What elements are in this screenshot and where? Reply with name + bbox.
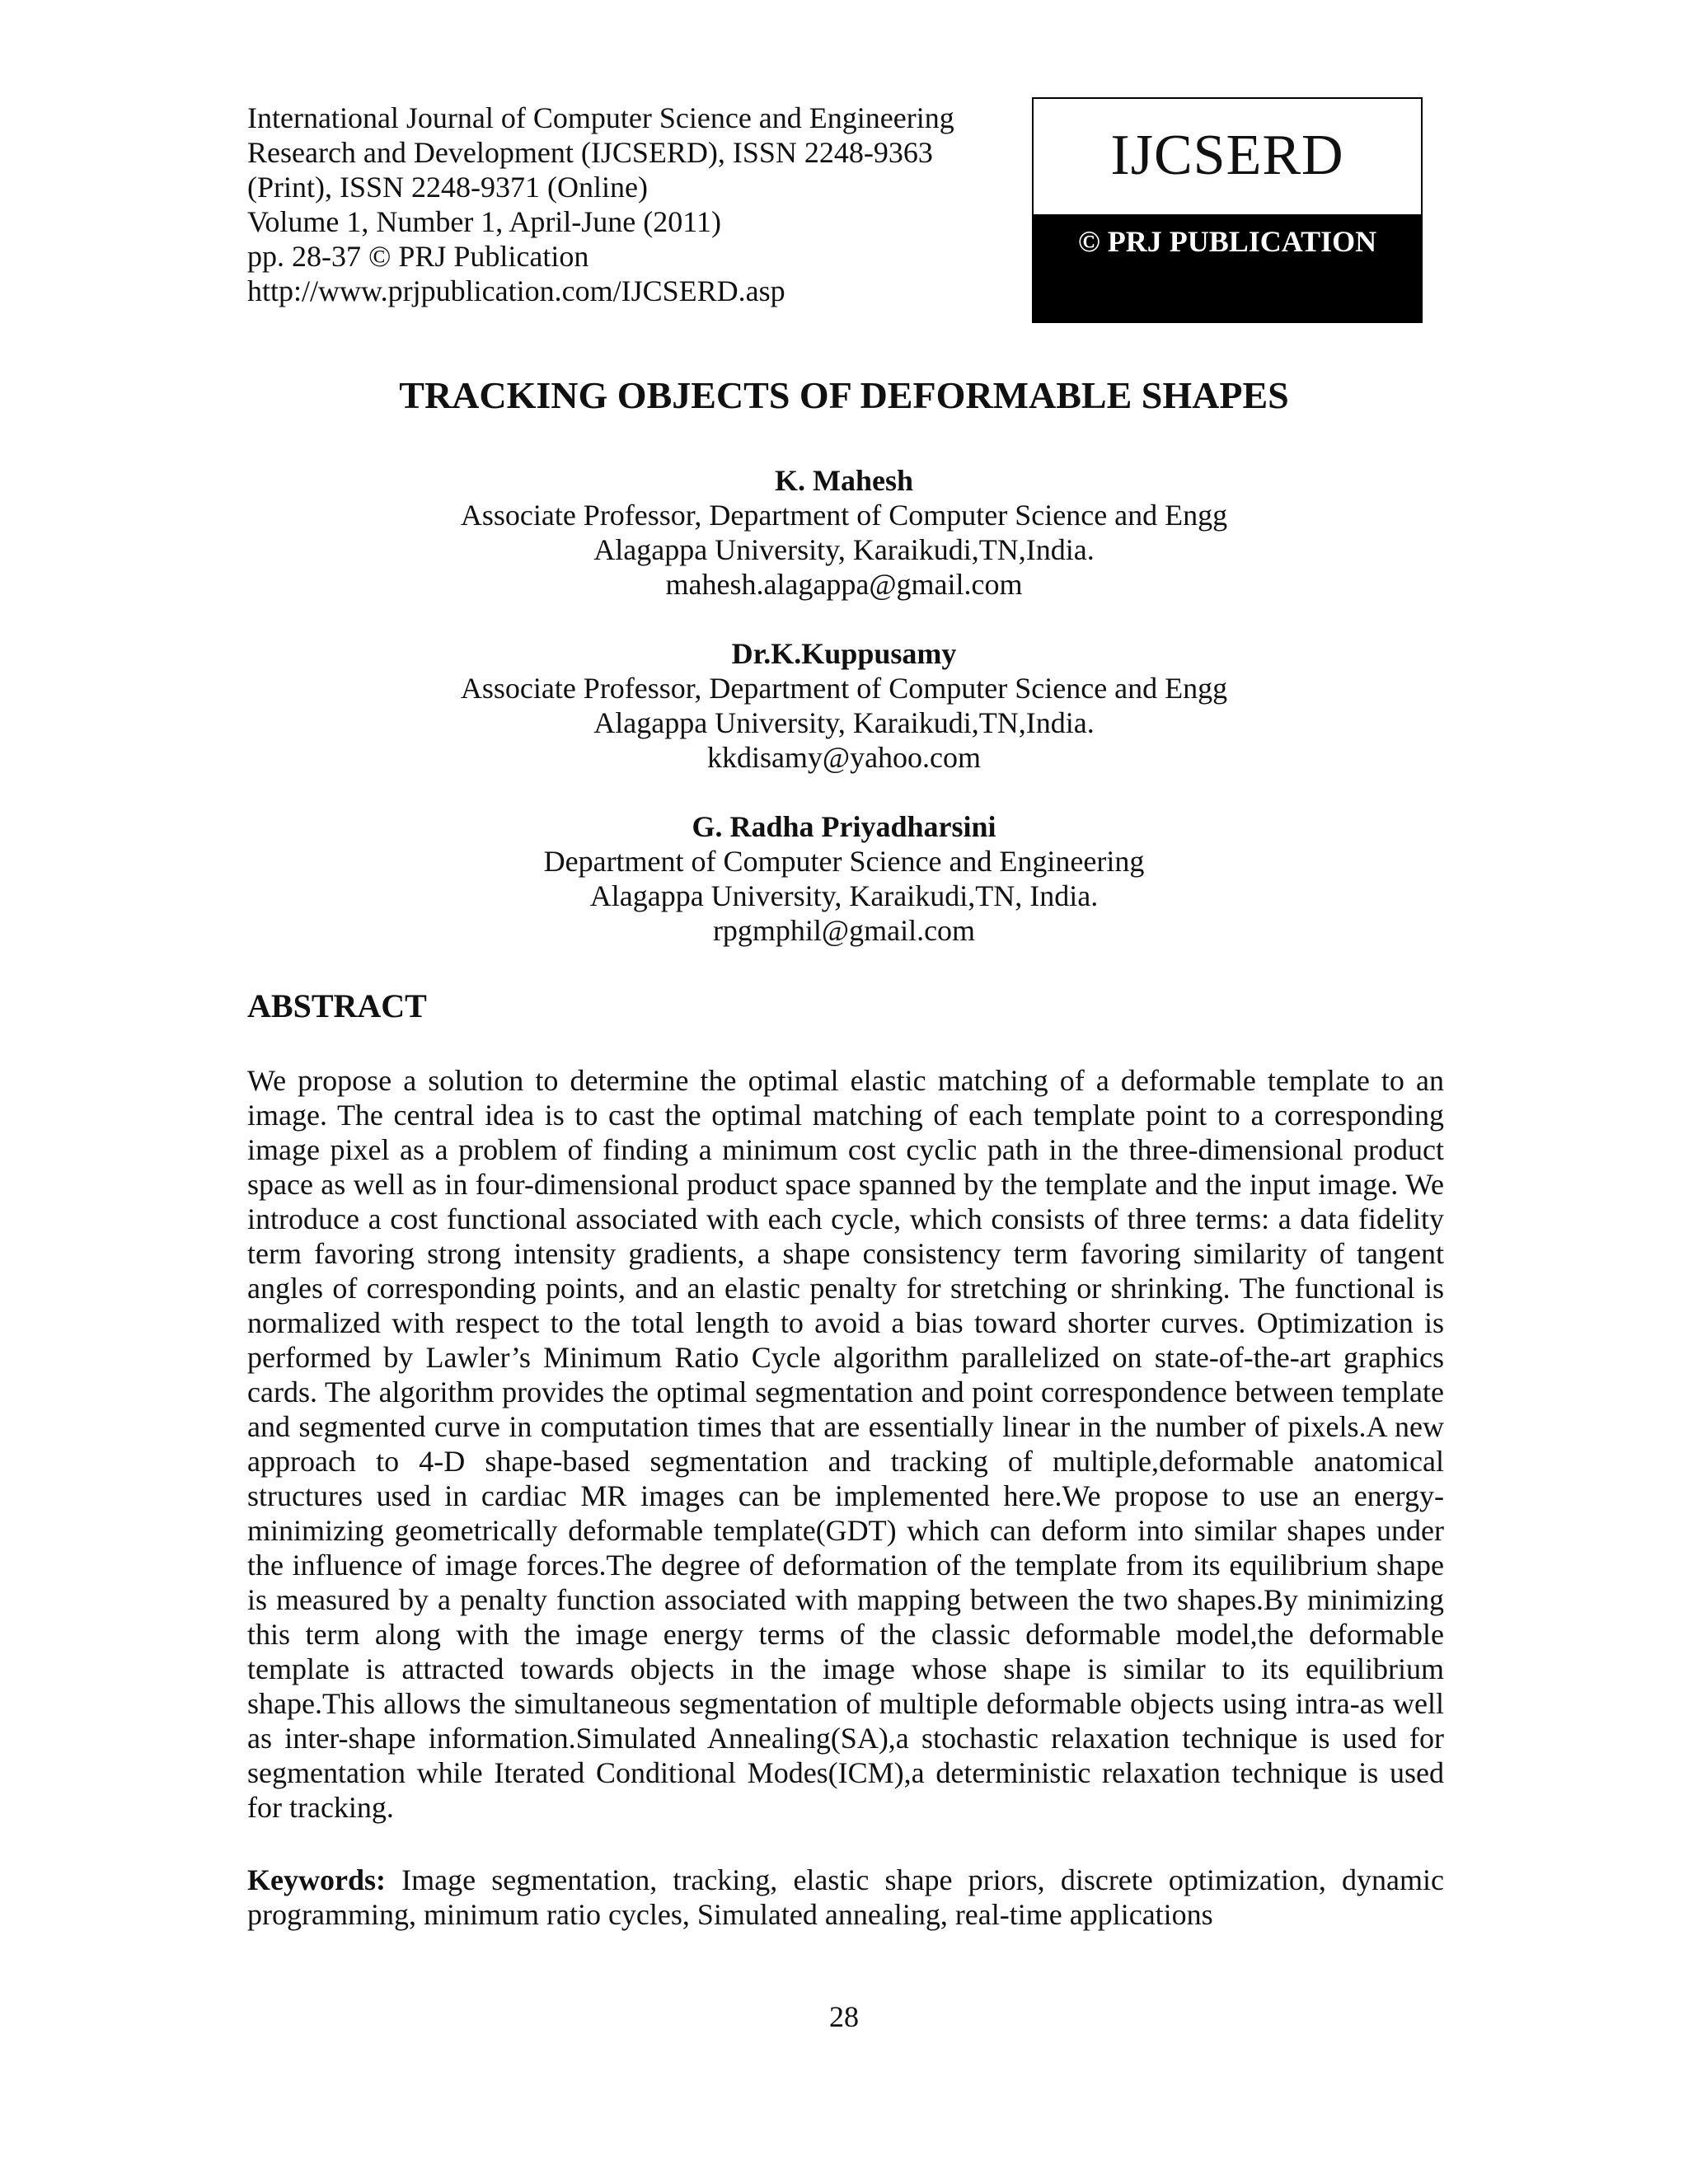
author-affiliation: Associate Professor, Department of Computer Science and Engg — [460, 672, 1228, 705]
abstract-body: We propose a solution to determine the optimal elastic matching of a deformable template to an image. The central idea is to cast the optimal matching of each template point to a corresponding image pixel as a problem of finding a minimum cost cyclic path in the three-dimensional product space as well as in four-dimensional product space spanned by the template and the input image. We introduce a cost functional associated with each cycle, which consists of three terms: a data fidelity term favoring strong intensity gradients, a shape consistency term favoring similarity of tangent angles of corresponding points, and an elastic penalty for stretching or shrinking. The functional is normalized with respect to the total length to avoid a bias toward shorter curves. Optimization is performed by Lawler’s Minimum Ratio Cycle algorithm parallelized on state-of-the-art graphics cards. The algorithm provides the optimal segmentation and point correspondence between template and segmented curve in computation times that are essentially linear in the number of pixels.A new approach to 4-D shape-based segmentation and tracking of multiple,deformable anatomical structures used in cardiac MR images can be implemented here.We propose to use an energy-minimizing geometrically deformable template(GDT) which can deform into similar shapes under the influence of image forces.The degree of deformation of the template from its equilibrium shape is measured by a penalty function associated with mapping between the two shapes.By minimizing this term along with the image energy terms of the classic deformable model,the deformable template is attracted towards objects in the image whose shape is similar to its equilibrium shape.This allows the simultaneous segmentation of multiple deformable objects using intra-as well as inter-shape information.Simulated Annealing(SA),a stochastic relaxation technique is used for segmentation while Iterated Conditional Modes(ICM),a deterministic relaxation technique is used for tracking. — [247, 1064, 1444, 1824]
journal-badge-publisher: © PRJ PUBLICATION — [1077, 225, 1377, 258]
journal-info — [247, 101, 1022, 308]
journal-info-line: (Print), ISSN 2248-9371 (Online) — [247, 171, 648, 204]
paper-title: TRACKING OBJECTS OF DEFORMABLE SHAPES — [399, 374, 1289, 416]
journal-badge — [1032, 97, 1423, 323]
author-affiliation: Alagappa University, Karaikudi,TN, India. — [589, 879, 1099, 912]
author-affiliation: Department of Computer Science and Engineering — [543, 845, 1145, 878]
author-block — [247, 809, 1441, 948]
page-number: 28 — [829, 2000, 859, 2033]
author-name: G. Radha Priyadharsini — [692, 810, 996, 843]
journal-info-line: http://www.prjpublication.com/IJCSERD.asp — [247, 274, 785, 307]
author-name: K. Mahesh — [774, 464, 913, 497]
author-affiliation: Associate Professor, Department of Computer Science and Engg — [460, 499, 1228, 532]
author-list — [247, 463, 1441, 982]
author-block — [247, 636, 1441, 775]
keywords-paragraph — [247, 1863, 1444, 1932]
author-block — [247, 463, 1441, 602]
author-affiliation: Alagappa University, Karaikudi,TN,India. — [593, 533, 1095, 566]
keywords-label: Keywords: — [247, 1863, 386, 1896]
keywords-text: Image segmentation, tracking, elastic shape priors, discrete optimization, dynamic programming, minimum ratio cycles, Simulated annealing, real-time applications — [247, 1863, 1444, 1931]
author-email: mahesh.alagappa@gmail.com — [665, 568, 1023, 601]
author-name: Dr.K.Kuppusamy — [731, 637, 957, 670]
journal-info-line: Research and Development (IJCSERD), ISSN 2248-9363 — [247, 136, 933, 169]
abstract-heading: ABSTRACT — [247, 987, 427, 1024]
author-email: kkdisamy@yahoo.com — [706, 741, 982, 774]
journal-info-line: pp. 28-37 © PRJ Publication — [247, 240, 589, 273]
journal-badge-title: IJCSERD — [1110, 124, 1344, 187]
journal-info-line: International Journal of Computer Science and Engineering — [247, 101, 954, 134]
author-affiliation: Alagappa University, Karaikudi,TN,India. — [593, 706, 1095, 739]
author-email: rpgmphil@gmail.com — [712, 914, 976, 947]
journal-info-line: Volume 1, Number 1, April-June (2011) — [247, 205, 721, 238]
